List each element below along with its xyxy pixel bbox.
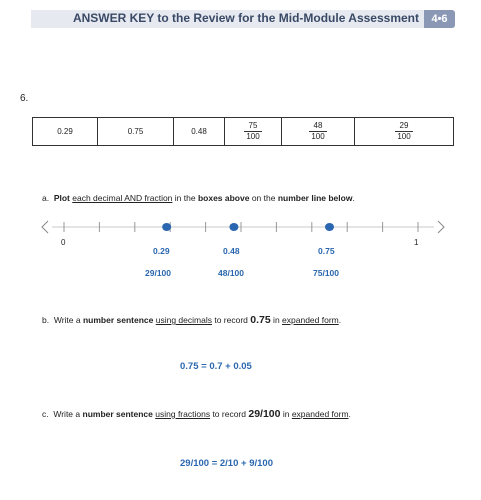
part-b-answer: 0.75 = 0.7 + 0.05 [180, 361, 252, 372]
header-title: ANSWER KEY to the Review for the Mid-Module Assessment [72, 11, 419, 25]
text: 0.75 [250, 314, 271, 326]
point-label-decimal: 0.29 [153, 246, 170, 256]
fraction-denominator: 100 [397, 132, 411, 141]
text: to record [210, 409, 249, 419]
page-header [31, 10, 455, 28]
fraction [395, 121, 412, 142]
text: boxes above [197, 193, 250, 203]
text: in the [172, 193, 198, 203]
plotted-point [229, 223, 238, 231]
text: each decimal AND fraction [72, 193, 173, 203]
table-row [33, 118, 454, 146]
part-a-instruction [42, 193, 355, 203]
table-cell-decimal: 0.29 [33, 118, 98, 146]
part-letter: c. [42, 409, 49, 419]
text: number sentence [82, 409, 153, 419]
left-arrow-icon [42, 221, 48, 233]
fraction [309, 121, 326, 142]
fraction-numerator: 29 [399, 121, 409, 130]
point-label-fraction: 48/100 [218, 268, 244, 278]
part-letter: a. [42, 193, 50, 203]
table-cell-fraction [225, 118, 282, 146]
text: 29/100 [248, 408, 281, 420]
text: Write a [53, 315, 83, 325]
table-cell-fraction [355, 118, 454, 146]
plotted-point [162, 223, 171, 231]
text: . [338, 315, 342, 325]
part-c-instruction [42, 408, 351, 420]
text: number sentence [82, 315, 154, 325]
values-table [32, 117, 454, 146]
text: on the [249, 193, 278, 203]
right-arrow-icon [438, 221, 444, 233]
fraction-numerator: 48 [313, 121, 323, 130]
table-cell-decimal: 0.48 [174, 118, 225, 146]
text: number line below [277, 193, 353, 203]
part-letter: b. [42, 315, 50, 325]
plotted-point [325, 223, 334, 231]
text: . [348, 409, 351, 419]
text: . [352, 193, 355, 203]
point-label-fraction: 75/100 [313, 268, 339, 278]
part-b-instruction [42, 314, 341, 326]
text: Plot [53, 193, 73, 203]
fraction-numerator: 75 [248, 121, 258, 130]
lesson-badge: 4•6 [424, 10, 455, 28]
text: expanded form [282, 315, 339, 325]
text: using fractions [155, 409, 211, 419]
text: Write a [53, 409, 83, 419]
text: in [270, 315, 283, 325]
point-label-decimal: 0.48 [223, 246, 240, 256]
point-label-decimal: 0.75 [318, 246, 335, 256]
part-c-answer: 29/100 = 2/10 + 9/100 [180, 458, 273, 469]
fraction-denominator: 100 [311, 132, 325, 141]
fraction [244, 121, 261, 142]
start-label: 0 [61, 238, 66, 247]
text: to record [211, 315, 251, 325]
end-label: 1 [414, 238, 419, 247]
text: in [280, 409, 292, 419]
point-label-fraction: 29/100 [145, 268, 171, 278]
question-number: 6. [20, 93, 29, 104]
text: using decimals [155, 315, 212, 325]
table-cell-fraction [282, 118, 355, 146]
fraction-denominator: 100 [246, 132, 260, 141]
text: expanded form [291, 409, 349, 419]
table-cell-decimal: 0.75 [98, 118, 174, 146]
